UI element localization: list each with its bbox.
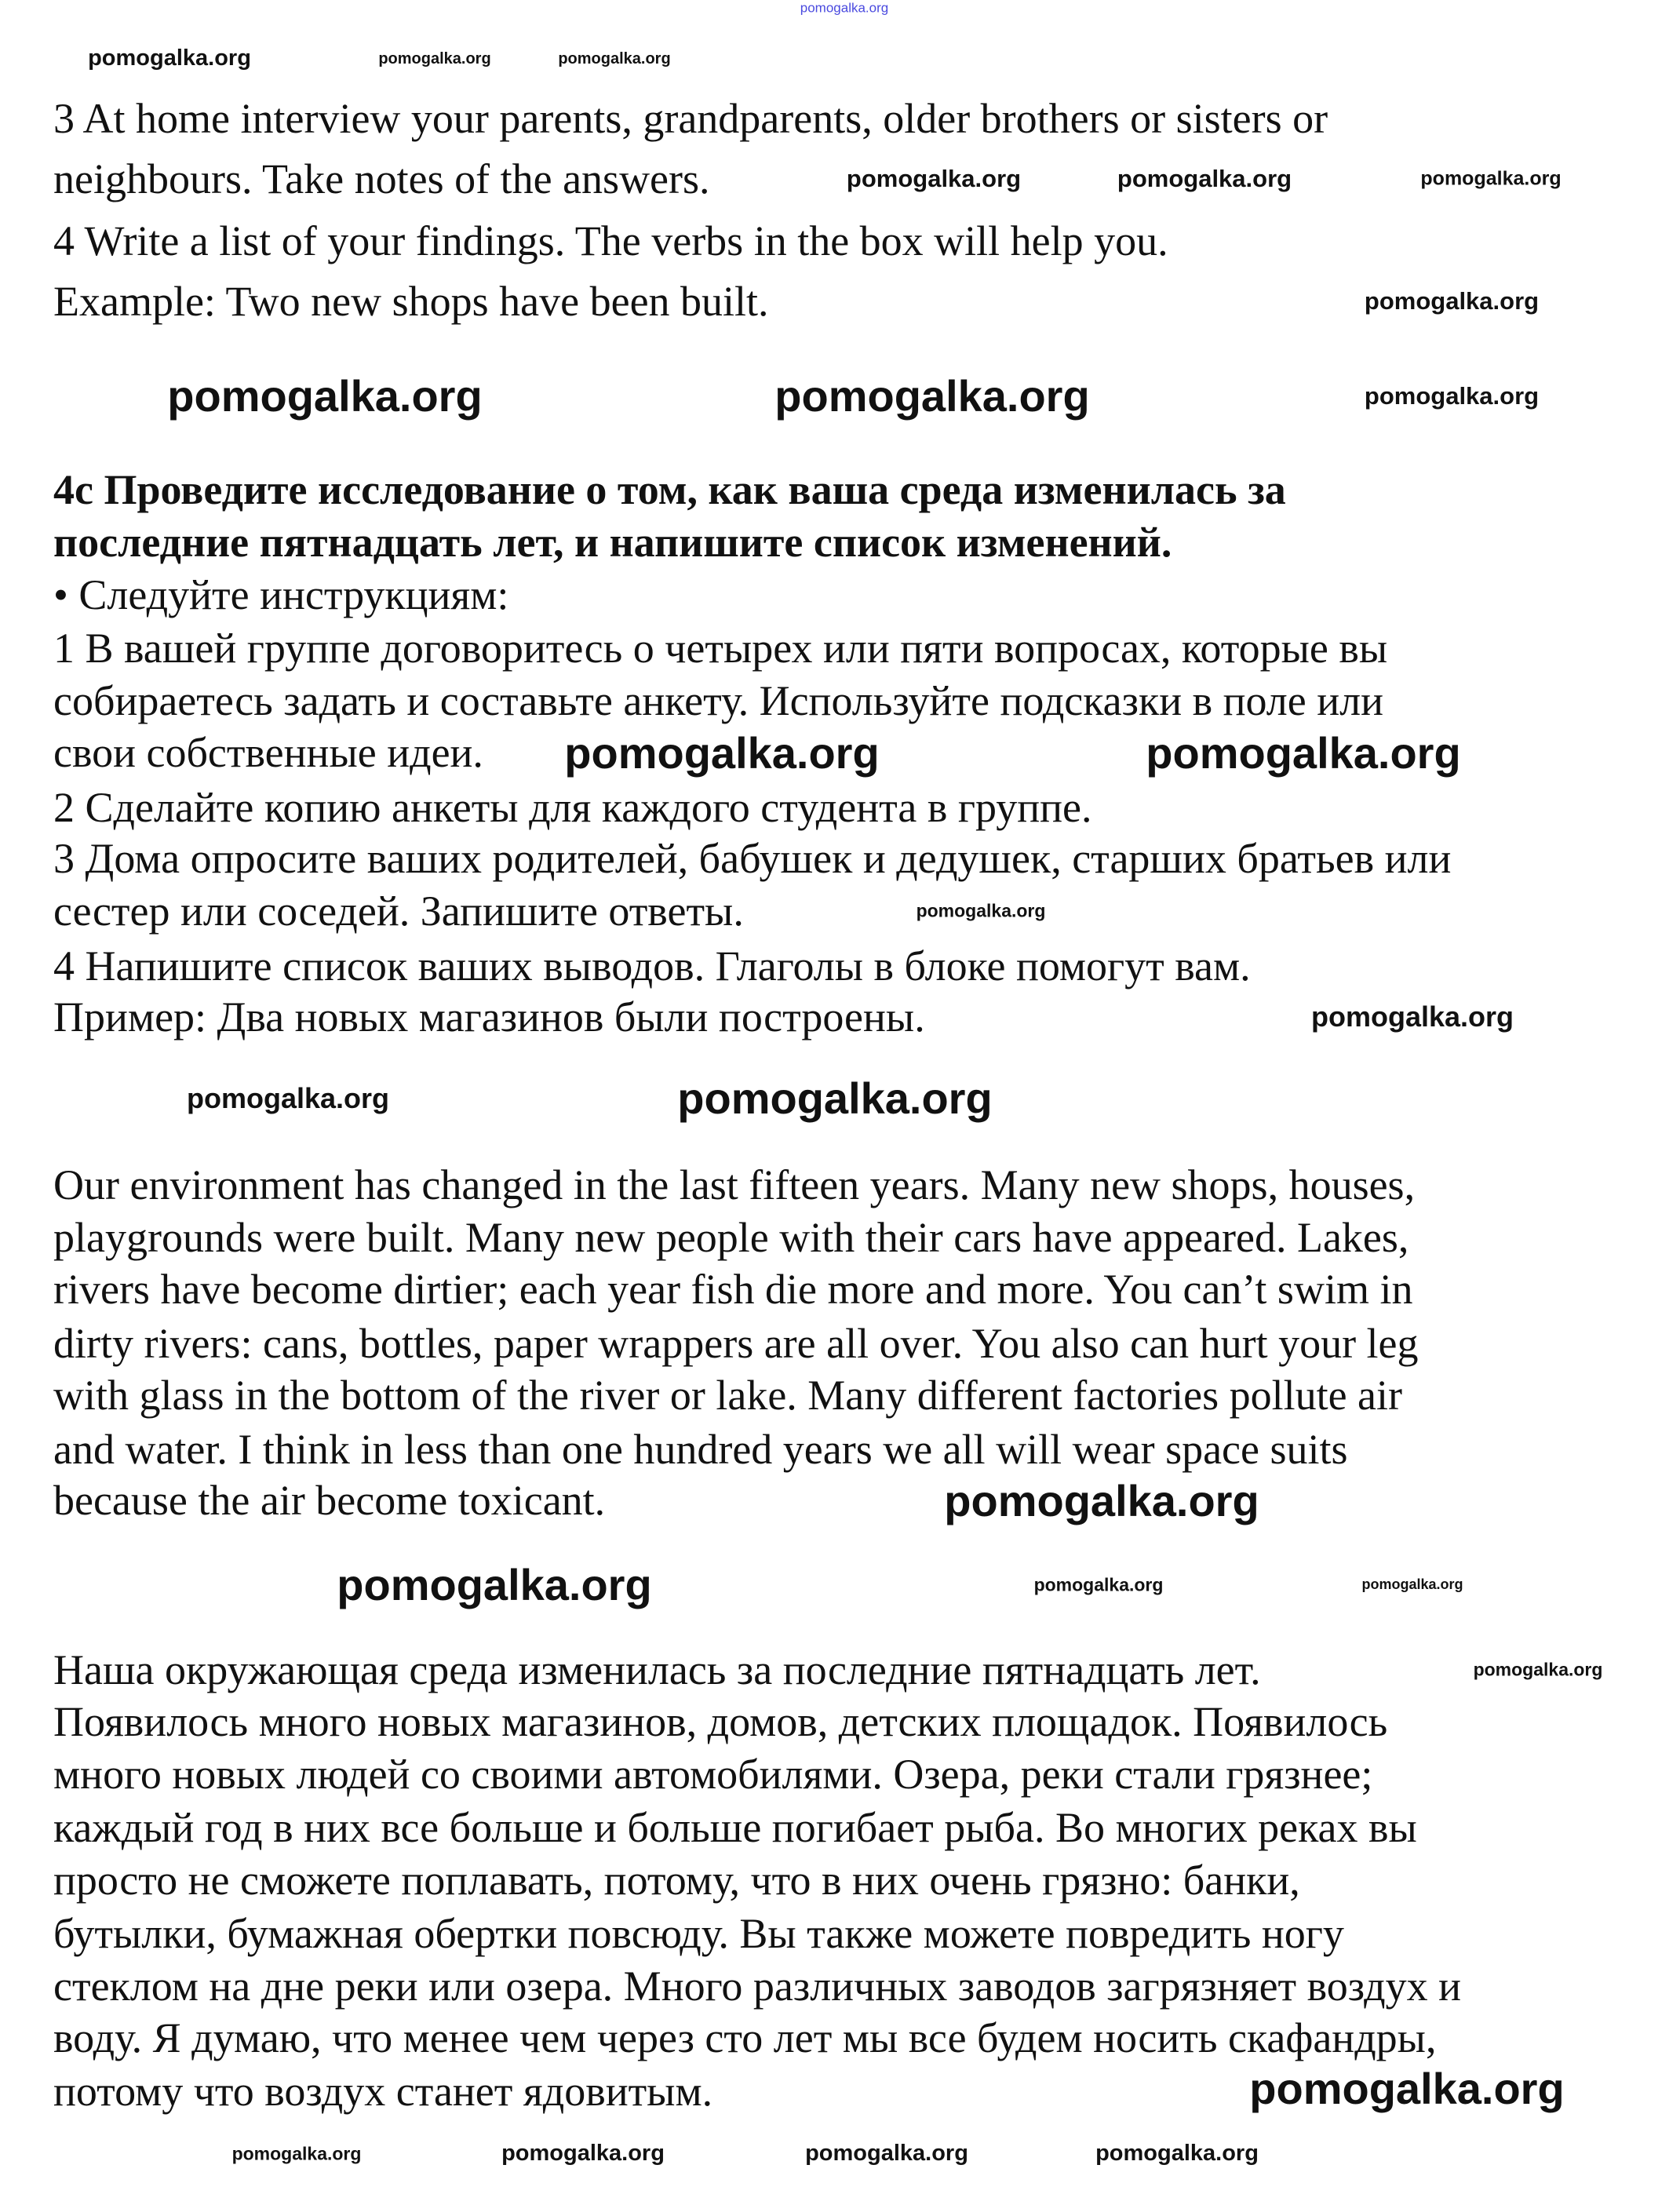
- text-line: Our environment has changed in the last fifteen years. Many new shops, houses,: [53, 1161, 1416, 1208]
- watermark: pomogalka.org: [677, 1073, 993, 1124]
- text-line: Пример: Два новых магазинов были построены.: [53, 993, 925, 1041]
- text-line: 4 Write a list of your findings. The verbs in the box will help you.: [53, 217, 1168, 264]
- text-line: 4 Напишите список ваших выводов. Глаголы в блоке помогут вам.: [53, 942, 1251, 990]
- watermark: pomogalka.org: [564, 728, 880, 778]
- watermark: pomogalka.org: [1473, 1659, 1603, 1680]
- watermark: pomogalka.org: [231, 2143, 362, 2164]
- watermark: pomogalka.org: [846, 164, 1022, 192]
- text-line: with glass in the bottom of the river or lake. Many different factories pollute air: [53, 1372, 1403, 1419]
- text-line: 3 At home interview your parents, grandparents, older brothers or sisters or: [53, 95, 1328, 142]
- watermark: pomogalka.org: [774, 371, 1090, 421]
- watermark: pomogalka.org: [1146, 728, 1461, 778]
- text-line: воду. Я думаю, что менее чем через сто лет мы все будем носить скафандры,: [53, 2014, 1437, 2061]
- watermark: pomogalka.org: [186, 1082, 390, 1115]
- text-line: 1 В вашей группе договоритесь о четырех или пяти вопросах, которые вы: [53, 625, 1388, 672]
- watermark: pomogalka.org: [501, 2141, 665, 2167]
- text-line: Появилось много новых магазинов, домов, детских площадок. Появилось: [53, 1698, 1388, 1745]
- text-line: собираетесь задать и составьте анкету. Используйте подсказки в поле или: [53, 677, 1383, 724]
- text-line: because the air become toxicant.: [53, 1477, 606, 1524]
- watermark: pomogalka.org: [1117, 164, 1292, 192]
- watermark: pomogalka.org: [558, 50, 671, 67]
- watermark: pomogalka.org: [337, 1560, 652, 1610]
- text-line: каждый год в них все больше и больше погибает рыба. Во многих реках вы: [53, 1804, 1417, 1851]
- watermark: pomogalka.org: [378, 50, 491, 67]
- text-line: потому что воздух станет ядовитым.: [53, 2068, 713, 2115]
- watermark: pomogalka.org: [88, 46, 251, 71]
- text-line: стеклом на дне реки или озера. Много различных заводов загрязняет воздух и: [53, 1963, 1461, 2010]
- text-line: 3 Дома опросите ваших родителей, бабушек и дедушек, старших братьев или: [53, 835, 1452, 882]
- task-heading: 4c Проведите исследование о том, как ваша среда изменилась за: [53, 466, 1286, 513]
- text-line: бутылки, бумажная обертки повсюду. Вы также можете повредить ногу: [53, 1910, 1344, 1957]
- text-line: 2 Сделайте копию анкеты для каждого студента в группе.: [53, 784, 1092, 831]
- watermark: pomogalka.org: [1033, 1574, 1164, 1595]
- text-line: свои собственные идеи.: [53, 729, 483, 776]
- watermark: pomogalka.org: [1364, 286, 1540, 315]
- task-heading: последние пятнадцать лет, и напишите список изменений.: [53, 519, 1172, 566]
- watermark: pomogalka.org: [1361, 1576, 1463, 1593]
- text-line: playgrounds were built. Many new people with their cars have appeared. Lakes,: [53, 1214, 1409, 1261]
- watermark: pomogalka.org: [1095, 2141, 1259, 2167]
- watermark: pomogalka.org: [916, 900, 1046, 921]
- watermark: pomogalka.org: [800, 0, 889, 16]
- text-line: rivers have become dirtier; each year fish die more and more. You can’t swim in: [53, 1266, 1413, 1313]
- text-line: • Следуйте инструкциям:: [53, 571, 509, 618]
- text-line: сестер или соседей. Запишите ответы.: [53, 887, 744, 935]
- text-line: просто не сможете поплавать, потому, что в них очень грязно: банки,: [53, 1857, 1300, 1904]
- text-line: dirty rivers: cans, bottles, paper wrappers are all over. You also can hurt your leg: [53, 1320, 1419, 1367]
- watermark: pomogalka.org: [1420, 167, 1562, 190]
- watermark: pomogalka.org: [1310, 1000, 1514, 1033]
- text-line: много новых людей со своими автомобилями. Озера, реки стали грязнее;: [53, 1751, 1373, 1798]
- watermark: pomogalka.org: [1249, 2064, 1565, 2114]
- text-line: Наша окружающая среда изменилась за последние пятнадцать лет.: [53, 1646, 1261, 1693]
- watermark: pomogalka.org: [944, 1476, 1259, 1526]
- text-line: neighbours. Take notes of the answers.: [53, 155, 710, 202]
- watermark: pomogalka.org: [167, 371, 483, 421]
- watermark: pomogalka.org: [805, 2141, 968, 2167]
- text-line: Example: Two new shops have been built.: [53, 278, 769, 325]
- watermark: pomogalka.org: [1364, 381, 1540, 410]
- text-line: and water. I think in less than one hundred years we all will wear space suits: [53, 1426, 1348, 1473]
